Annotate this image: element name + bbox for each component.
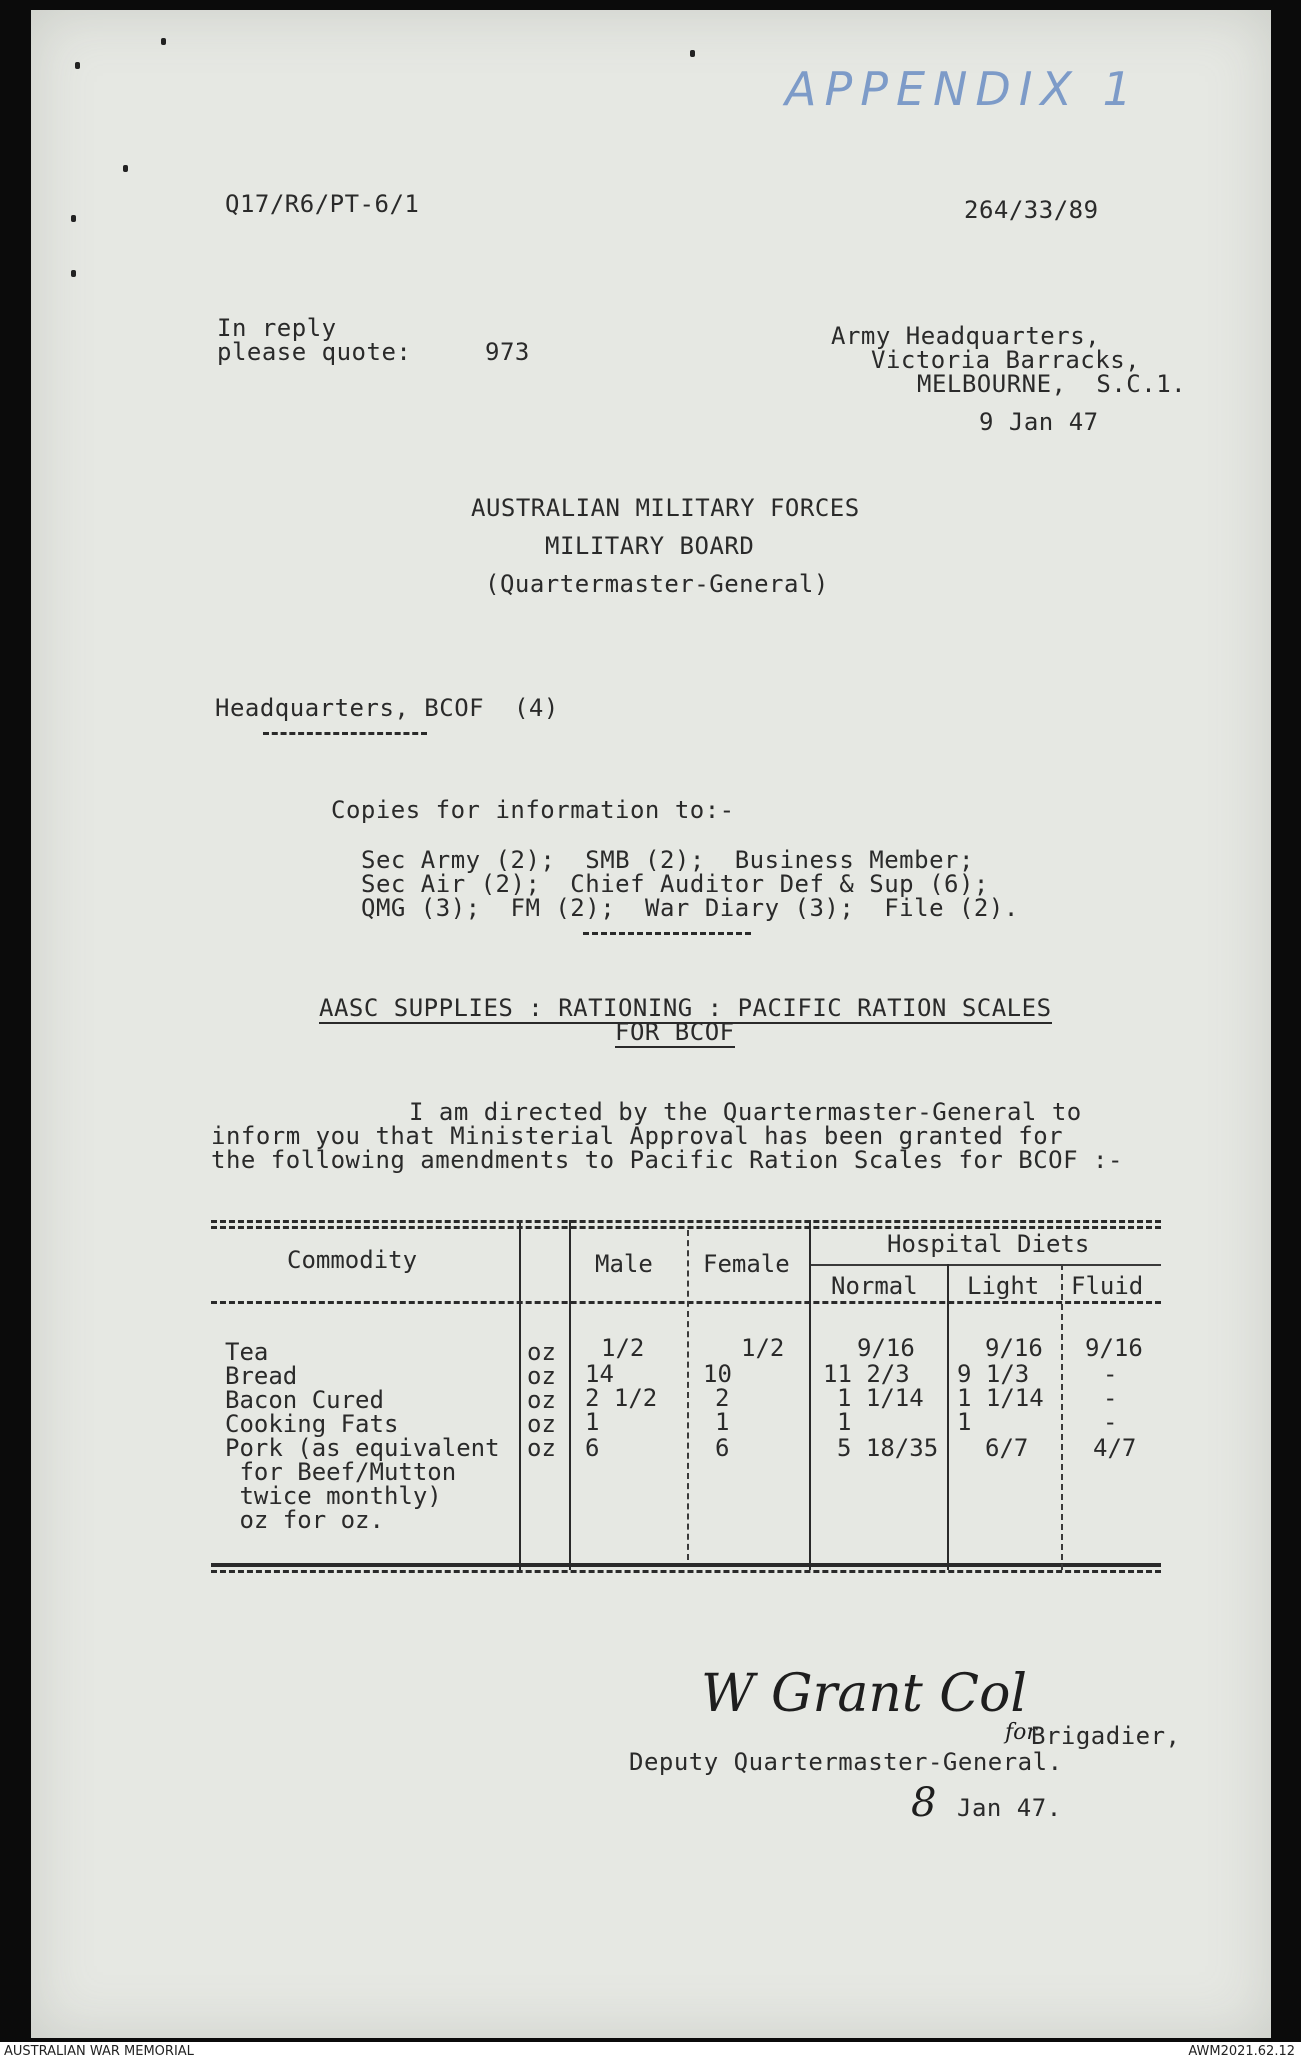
column-divider [809,1220,811,1570]
unit-cell: oz [527,1410,556,1438]
handwritten-day: 8 [911,1780,937,1826]
female-cell: 1/2 [741,1334,785,1362]
commodity-cell: Bread [225,1362,298,1390]
male-cell: 1 [585,1408,600,1436]
address-line-2: Victoria Barracks, [871,346,1141,374]
male-cell: 14 [585,1360,614,1388]
letter-date: 9 Jan 47 [979,408,1099,436]
commodity-cell: Pork (as equivalent [225,1434,500,1462]
male-cell: 2 1/2 [585,1384,658,1412]
commodity-cell: Bacon Cured [225,1386,384,1414]
female-cell: 2 [715,1384,730,1412]
signature-date: Jan 47. [957,1794,1062,1822]
body-line-2: inform you that Ministerial Approval has been granted for [211,1122,1064,1150]
unit-cell: oz [527,1434,556,1462]
column-divider [1061,1264,1063,1570]
header-male: Male [595,1250,653,1278]
handwritten-signature: W Grant Col [701,1664,1028,1724]
unit-cell: oz [527,1338,556,1366]
header-commodity: Commodity [287,1246,418,1274]
table-bottom-rule [211,1570,1161,1573]
table-top-rule [211,1220,1161,1223]
light-cell: 1 [957,1408,972,1436]
punch-mark [161,38,166,45]
hospital-subheader-rule [809,1264,1161,1266]
light-cell: 1 1/14 [957,1384,1044,1412]
column-divider [519,1220,521,1570]
female-cell: 10 [703,1360,732,1388]
fluid-cell: - [1103,1360,1118,1388]
subject-line-1: AASC SUPPLIES : RATIONING : PACIFIC RATION SCALES [319,994,1052,1022]
commodity-cell: Cooking Fats [225,1410,399,1438]
signatory-rank: Brigadier, [1031,1722,1181,1750]
punch-mark [75,62,80,69]
female-cell: 1 [715,1408,730,1436]
male-cell: 6 [585,1434,600,1462]
header-female: Female [703,1250,790,1278]
normal-cell: 9/16 [857,1334,915,1362]
recipient-dash-rule [263,732,427,735]
address-line-3: MELBOURNE, S.C.1. [917,370,1187,398]
punch-mark [690,50,695,57]
commodity-cell: Tea [225,1338,269,1366]
unit-cell: oz [527,1362,556,1390]
file-reference-right: 264/33/89 [964,196,1099,224]
light-cell: 9/16 [985,1334,1043,1362]
issuer-line-2: MILITARY BOARD [545,532,755,560]
reply-label-2: please quote: [217,338,412,366]
reply-number: 973 [485,338,530,366]
header-fluid: Fluid [1071,1272,1144,1300]
address-line-1: Army Headquarters, [831,322,1101,350]
column-divider [947,1264,949,1570]
normal-cell: 5 18/35 [837,1434,939,1462]
body-line-1: I am directed by the Quartermaster-General to [409,1098,1082,1126]
appendix-annotation: APPENDIX 1 [785,62,1140,116]
table-top-rule [211,1226,1161,1229]
recipient: Headquarters, BCOF (4) [215,694,559,722]
commodity-cell: for Beef/Mutton [225,1458,457,1486]
fluid-cell: - [1103,1408,1118,1436]
file-reference-left: Q17/R6/PT-6/1 [225,190,420,218]
header-normal: Normal [831,1272,918,1300]
normal-cell: 11 2/3 [823,1360,910,1388]
light-cell: 6/7 [985,1434,1029,1462]
document-page [31,10,1271,2038]
subject-line-2: FOR BCOF [615,1018,735,1046]
table-bottom-rule [211,1563,1161,1567]
copies-dash-rule [583,932,751,935]
fluid-cell: 9/16 [1085,1334,1143,1362]
issuer-line-1: AUSTRALIAN MILITARY FORCES [471,494,860,522]
footer-accession-number: AWM2021.62.12 [1188,2044,1295,2059]
commodity-cell: oz for oz. [225,1506,384,1534]
copies-label: Copies for information to:- [331,796,735,824]
column-divider [569,1220,571,1570]
unit-cell: oz [527,1386,556,1414]
light-cell: 9 1/3 [957,1360,1030,1388]
handwritten-for: for [1005,1720,1037,1745]
fluid-cell: 4/7 [1093,1434,1137,1462]
issuer-line-3: (Quartermaster-General) [485,570,829,598]
copies-line-3: QMG (3); FM (2); War Diary (3); File (2). [361,894,1019,922]
male-cell: 1/2 [601,1334,645,1362]
commodity-cell: twice monthly) [225,1482,442,1510]
signatory-title: Deputy Quartermaster-General. [629,1748,1063,1776]
normal-cell: 1 [837,1408,852,1436]
header-light: Light [967,1272,1040,1300]
punch-mark [71,270,76,277]
body-line-3: the following amendments to Pacific Ration Scales for BCOF :- [211,1146,1123,1174]
copies-line-1: Sec Army (2); SMB (2); Business Member; [361,846,974,874]
normal-cell: 1 1/14 [837,1384,924,1412]
footer-institution: AUSTRALIAN WAR MEMORIAL [4,2044,194,2059]
table-header-rule [211,1301,1161,1304]
female-cell: 6 [715,1434,730,1462]
punch-mark [71,215,76,222]
fluid-cell: - [1103,1384,1118,1412]
column-divider [687,1230,689,1560]
reply-label-1: In reply [217,314,337,342]
copies-line-2: Sec Air (2); Chief Auditor Def & Sup (6); [361,870,989,898]
header-hospital-diets: Hospital Diets [887,1230,1090,1258]
punch-mark [123,165,128,172]
